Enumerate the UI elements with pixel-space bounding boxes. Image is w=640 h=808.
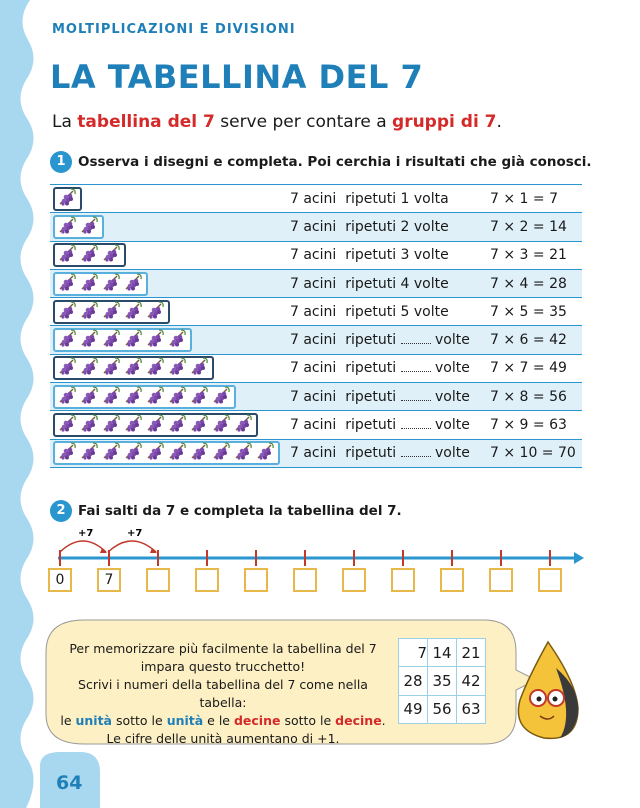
- grape-icon: [79, 300, 100, 324]
- exercise-1-badge: 1: [50, 151, 72, 173]
- grape-icon: [145, 328, 166, 352]
- grape-groups-cell: [50, 241, 290, 269]
- grape-icon: [57, 272, 78, 296]
- grape-icon: [123, 328, 144, 352]
- volte-label: volte: [435, 360, 470, 377]
- grape-icon: [79, 328, 100, 352]
- number-line-box[interactable]: 0: [48, 568, 72, 592]
- ripetuti-label: ripetuti: [345, 332, 397, 349]
- description-cell: [290, 298, 490, 326]
- tip-line-5: Le cifre delle unità aumentano di +1.: [106, 731, 340, 746]
- grape-icon: [79, 243, 100, 267]
- multiplication-table: [50, 184, 582, 468]
- exercise-2-instruction: Fai salti da 7 e completa la tabellina del 7.: [78, 503, 402, 519]
- grape-icon: [101, 413, 122, 437]
- grape-group-box: [53, 413, 258, 437]
- number-line-box[interactable]: 7: [97, 568, 121, 592]
- intro-text: [52, 112, 502, 132]
- grape-icon: [57, 356, 78, 380]
- blank-answer[interactable]: [401, 447, 431, 457]
- grape-icon: [79, 215, 100, 239]
- result-cell[interactable]: 7 × 3 = 21: [490, 241, 582, 269]
- grape-group-box: [53, 187, 82, 211]
- ripetuti-label: ripetuti 2 volte: [345, 218, 449, 235]
- grape-icon: [57, 243, 78, 267]
- acini-label: 7 acini: [290, 303, 337, 320]
- intro-mid: serve per contare a: [214, 112, 393, 132]
- grape-groups-cell: [50, 269, 290, 297]
- grape-icon: [123, 413, 144, 437]
- number-line-box[interactable]: [244, 568, 268, 592]
- grape-icon: [79, 356, 100, 380]
- grape-icon: [101, 385, 122, 409]
- description-cell: [290, 241, 490, 269]
- number-line-box[interactable]: [391, 568, 415, 592]
- table-row: [50, 411, 582, 439]
- result-cell[interactable]: 7 × 2 = 14: [490, 213, 582, 241]
- grid-cell: 42: [457, 667, 486, 695]
- tip-line-3: Scrivi i numeri della tabellina del 7 come nella tabella:: [78, 677, 368, 710]
- number-line-box[interactable]: [195, 568, 219, 592]
- ripetuti-label: ripetuti: [345, 388, 397, 405]
- acini-label: 7 acini: [290, 332, 337, 349]
- grape-icon: [145, 385, 166, 409]
- grid-row: [399, 695, 486, 723]
- drop-mascot-illustration: [508, 638, 584, 744]
- grape-icon: [167, 413, 188, 437]
- grape-icon: [101, 441, 122, 465]
- description-cell: [290, 185, 490, 213]
- grape-icon: [189, 413, 210, 437]
- volte-label: volte: [435, 445, 470, 462]
- description-cell: [290, 411, 490, 439]
- grape-group-box: [53, 441, 280, 465]
- result-cell[interactable]: 7 × 4 = 28: [490, 269, 582, 297]
- description-cell: [290, 213, 490, 241]
- grid-cell: 63: [457, 695, 486, 723]
- grape-group-box: [53, 328, 192, 352]
- grape-icon: [233, 441, 254, 465]
- grape-group-box: [53, 385, 236, 409]
- result-cell[interactable]: 7 × 1 = 7: [490, 185, 582, 213]
- grape-groups-cell: [50, 213, 290, 241]
- result-cell[interactable]: 7 × 9 = 63: [490, 411, 582, 439]
- grape-icon: [101, 300, 122, 324]
- grape-groups-cell: [50, 185, 290, 213]
- grid-cell: 35: [428, 667, 457, 695]
- grape-icon: [167, 328, 188, 352]
- number-line-box[interactable]: [293, 568, 317, 592]
- grape-icon: [57, 328, 78, 352]
- tip-line-1: Per memorizzare più facilmente la tabellina del 7: [69, 641, 377, 656]
- grape-icon: [57, 413, 78, 437]
- table-row: [50, 213, 582, 241]
- ripetuti-label: ripetuti 3 volte: [345, 247, 449, 264]
- grape-icon: [123, 272, 144, 296]
- grape-icon: [101, 272, 122, 296]
- grape-icon: [123, 300, 144, 324]
- volte-label: volte: [435, 332, 470, 349]
- acini-label: 7 acini: [290, 275, 337, 292]
- grape-group-box: [53, 300, 170, 324]
- grape-icon: [167, 441, 188, 465]
- grape-icon: [123, 441, 144, 465]
- table-row: [50, 185, 582, 213]
- grid-row: [399, 667, 486, 695]
- ripetuti-label: ripetuti 1 volta: [345, 190, 449, 207]
- ripetuti-label: ripetuti: [345, 417, 397, 434]
- description-cell: [290, 269, 490, 297]
- grape-icon: [145, 413, 166, 437]
- grape-icon: [255, 441, 276, 465]
- grid-cell: 49: [399, 695, 428, 723]
- description-cell: [290, 439, 490, 467]
- tip-text: [58, 640, 388, 748]
- section-topic: MOLTIPLICAZIONI E DIVISIONI: [52, 22, 296, 37]
- number-line-box[interactable]: [146, 568, 170, 592]
- table-row: [50, 241, 582, 269]
- grape-icon: [189, 441, 210, 465]
- grape-icon: [101, 243, 122, 267]
- grid-row: [399, 639, 486, 667]
- acini-label: 7 acini: [290, 388, 337, 405]
- grape-groups-cell: [50, 439, 290, 467]
- exercise-1-instruction: Osserva i disegni e completa. Poi cerchia i risultati che già conosci.: [78, 154, 592, 170]
- blank-answer[interactable]: [401, 362, 431, 372]
- grape-group-box: [53, 215, 104, 239]
- ripetuti-label: ripetuti 5 volte: [345, 303, 449, 320]
- result-cell[interactable]: 7 × 10 = 70: [490, 439, 582, 467]
- result-cell[interactable]: 7 × 8 = 56: [490, 383, 582, 411]
- jump-label-1: +7: [78, 528, 94, 539]
- result-cell[interactable]: 7 × 5 = 35: [490, 298, 582, 326]
- number-line-box[interactable]: [538, 568, 562, 592]
- tens-units-grid: [398, 638, 486, 724]
- tip-line-4: le unità sotto le unità e le decine sotto le decine.: [60, 713, 386, 728]
- description-cell: [290, 383, 490, 411]
- acini-label: 7 acini: [290, 247, 337, 264]
- grape-icon: [57, 187, 78, 211]
- intro-pre: La: [52, 112, 78, 132]
- table-row: [50, 269, 582, 297]
- number-line-box[interactable]: [489, 568, 513, 592]
- acini-label: 7 acini: [290, 360, 337, 377]
- grape-icon: [189, 356, 210, 380]
- description-cell: [290, 326, 490, 354]
- acini-label: 7 acini: [290, 218, 337, 235]
- table-row: [50, 383, 582, 411]
- grape-group-box: [53, 272, 148, 296]
- grid-cell: 14: [428, 639, 457, 667]
- acini-label: 7 acini: [290, 190, 337, 207]
- grape-group-box: [53, 243, 126, 267]
- blank-answer[interactable]: [401, 419, 431, 429]
- grid-cell: 7: [399, 639, 428, 667]
- grape-icon: [57, 215, 78, 239]
- grape-group-box: [53, 356, 214, 380]
- intro-post: .: [496, 112, 502, 132]
- grape-icon: [167, 385, 188, 409]
- page-number: 64: [56, 772, 83, 794]
- grape-icon: [57, 300, 78, 324]
- blank-answer[interactable]: [401, 391, 431, 401]
- grape-icon: [79, 272, 100, 296]
- page-title: LA TABELLINA DEL 7: [50, 58, 424, 96]
- grape-icon: [79, 385, 100, 409]
- grape-groups-cell: [50, 411, 290, 439]
- grape-groups-cell: [50, 383, 290, 411]
- acini-label: 7 acini: [290, 417, 337, 434]
- grape-groups-cell: [50, 326, 290, 354]
- volte-label: volte: [435, 388, 470, 405]
- intro-highlight-gruppi: gruppi di 7: [392, 112, 497, 132]
- result-cell[interactable]: 7 × 7 = 49: [490, 354, 582, 382]
- grid-cell: 21: [457, 639, 486, 667]
- grape-icon: [123, 356, 144, 380]
- jump-label-2: +7: [127, 528, 143, 539]
- grape-icon: [145, 356, 166, 380]
- exercise-2-badge: 2: [50, 500, 72, 522]
- ripetuti-label: ripetuti: [345, 360, 397, 377]
- grape-icon: [79, 413, 100, 437]
- grape-icon: [57, 385, 78, 409]
- table-row: [50, 439, 582, 467]
- grape-icon: [189, 385, 210, 409]
- grape-icon: [211, 413, 232, 437]
- intro-highlight-tabellina: tabellina del 7: [77, 112, 215, 132]
- description-cell: [290, 354, 490, 382]
- grid-cell: 56: [428, 695, 457, 723]
- ripetuti-label: ripetuti: [345, 445, 397, 462]
- volte-label: volte: [435, 417, 470, 434]
- grape-icon: [233, 413, 254, 437]
- table-row: [50, 298, 582, 326]
- grape-icon: [211, 441, 232, 465]
- grape-icon: [57, 441, 78, 465]
- grape-icon: [79, 441, 100, 465]
- acini-label: 7 acini: [290, 445, 337, 462]
- left-wavy-edge: [0, 0, 44, 808]
- grape-icon: [211, 385, 232, 409]
- blank-answer[interactable]: [401, 334, 431, 344]
- ripetuti-label: ripetuti 4 volte: [345, 275, 449, 292]
- grape-icon: [145, 441, 166, 465]
- result-cell[interactable]: 7 × 6 = 42: [490, 326, 582, 354]
- grape-icon: [101, 328, 122, 352]
- table-row: [50, 354, 582, 382]
- grape-icon: [101, 356, 122, 380]
- grape-icon: [167, 356, 188, 380]
- number-line-box[interactable]: [342, 568, 366, 592]
- number-line-box[interactable]: [440, 568, 464, 592]
- grape-icon: [145, 300, 166, 324]
- tip-line-2: impara questo trucchetto!: [140, 659, 306, 674]
- grape-groups-cell: [50, 354, 290, 382]
- grid-cell: 28: [399, 667, 428, 695]
- table-row: [50, 326, 582, 354]
- grape-icon: [123, 385, 144, 409]
- grape-groups-cell: [50, 298, 290, 326]
